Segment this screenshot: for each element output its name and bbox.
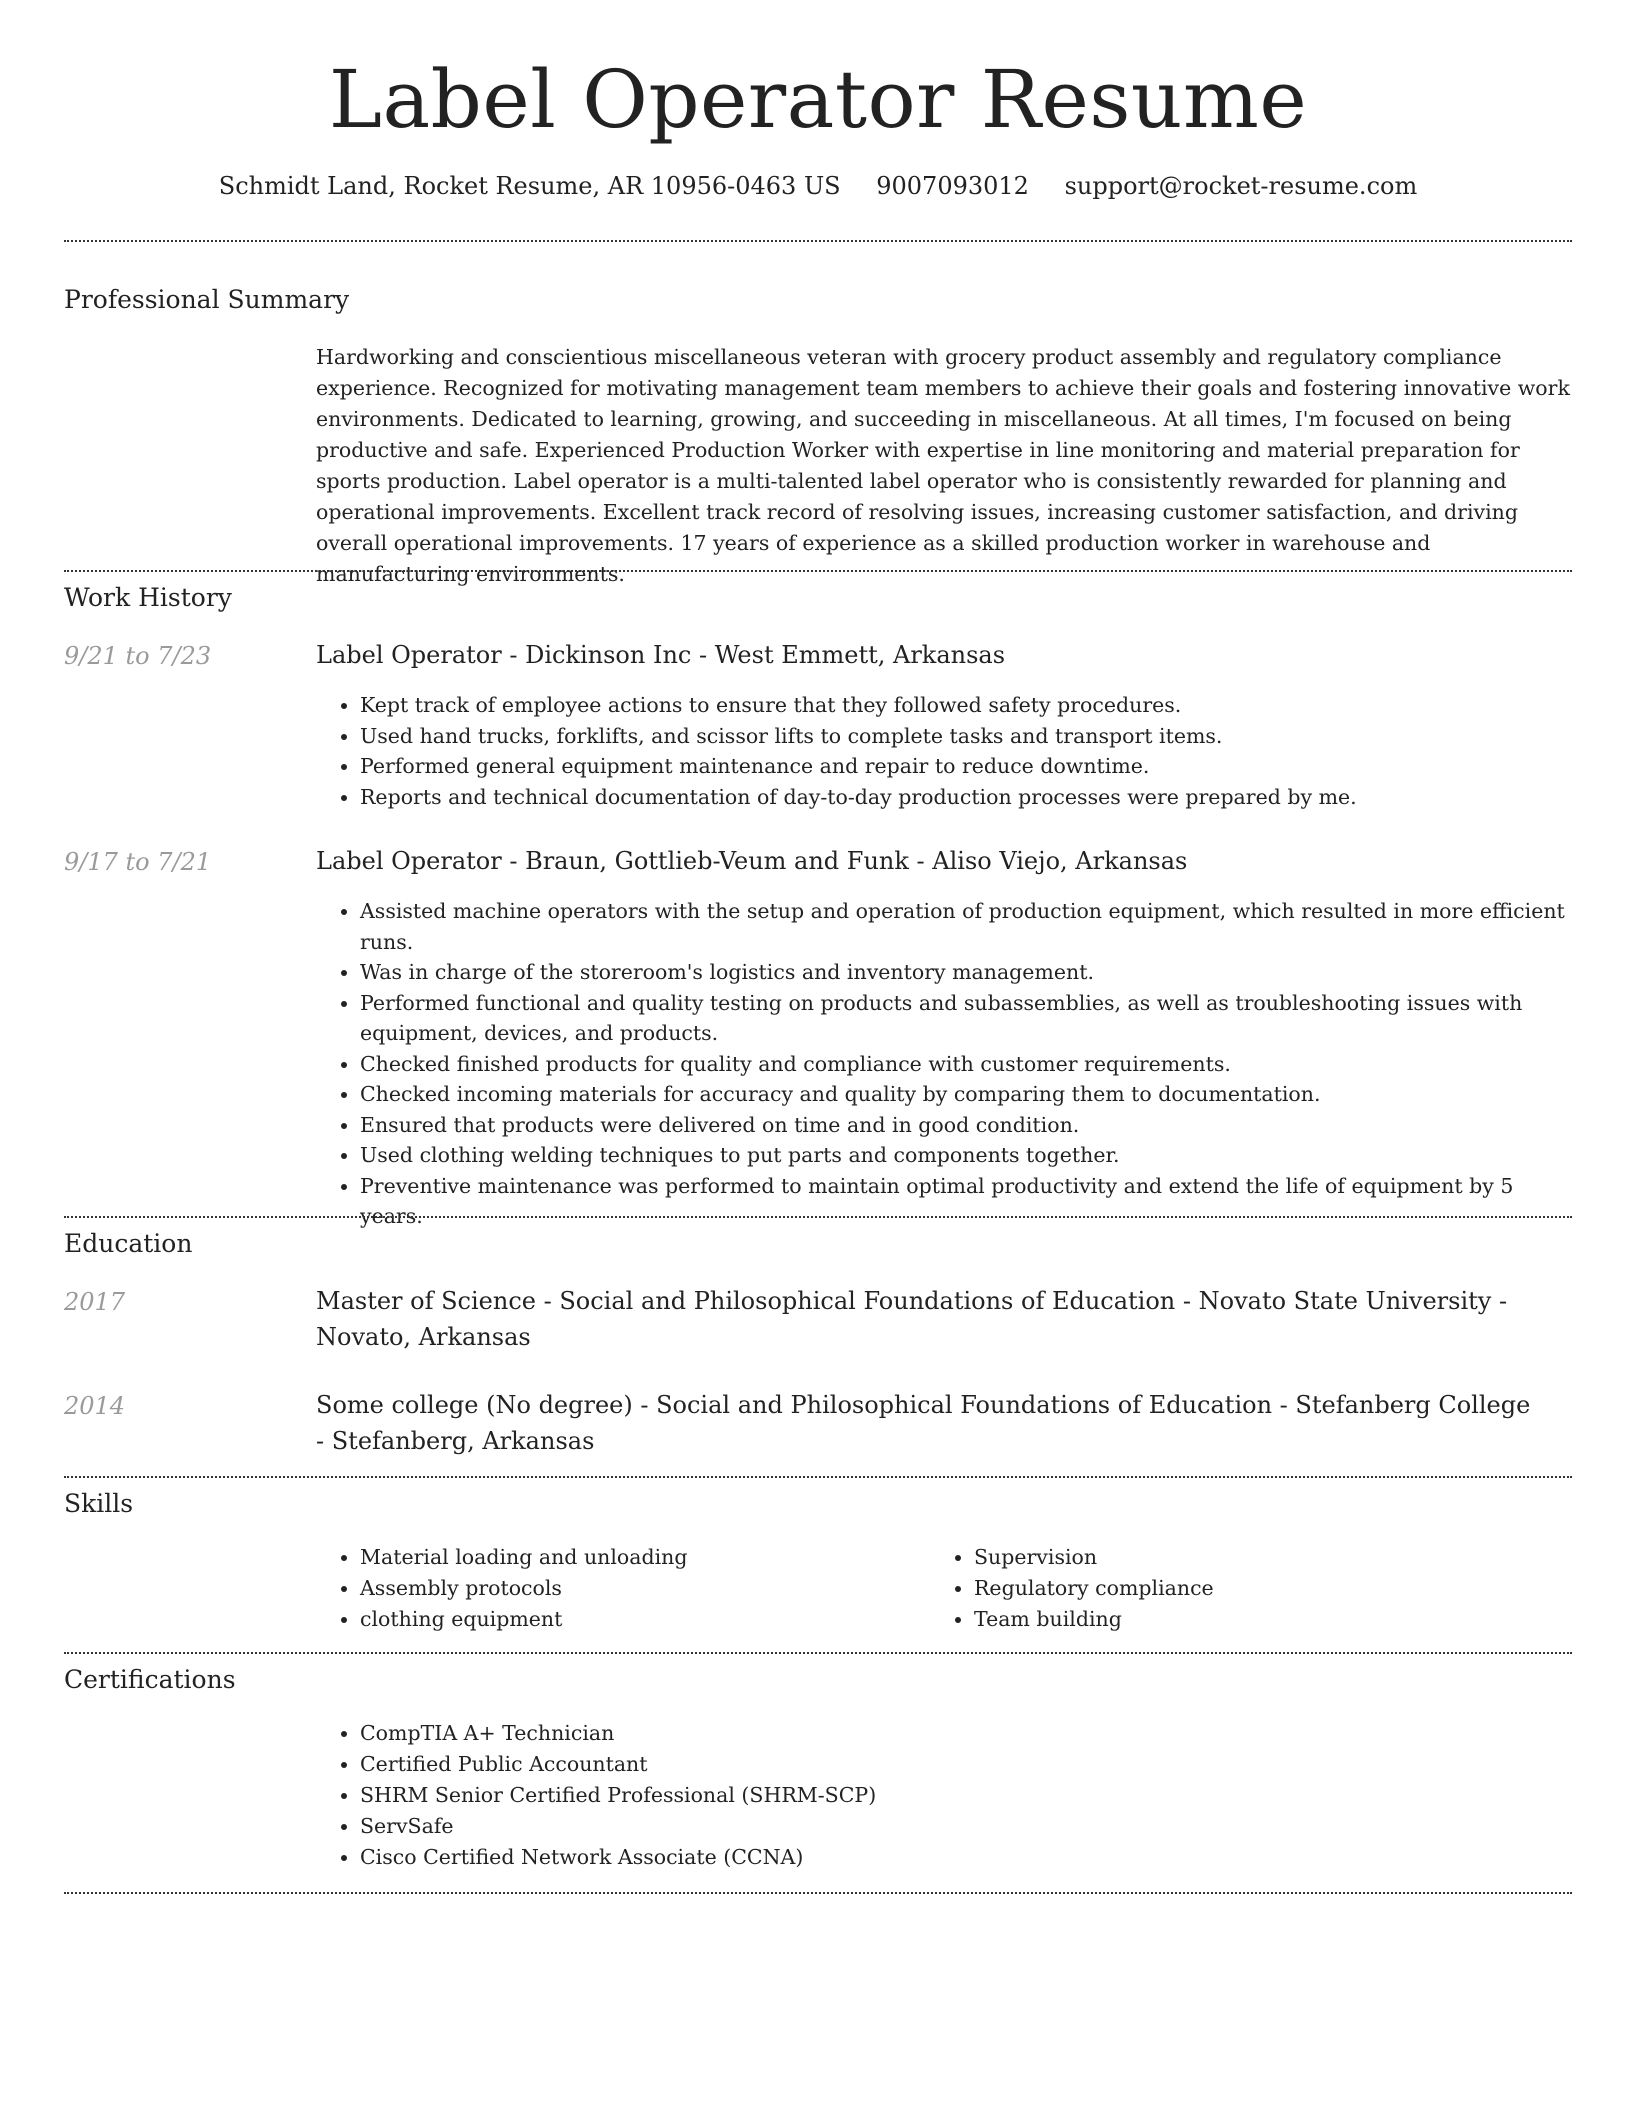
list-item: • Cisco Certified Network Associate (CCNA) (360, 1842, 1316, 1873)
contact-phone: 9007093012 (876, 172, 1029, 200)
divider (64, 1476, 1572, 1478)
list-item: • Assisted machine operators with the setup and operation of production equipment, which resulted in more efficient runs. (360, 896, 1572, 957)
list-item: • Performed functional and quality testing on products and subassemblies, as well as troubleshooting issues with equipment, devices, and products. (360, 988, 1572, 1049)
job-heading: Label Operator - Dickinson Inc - West Emmett, Arkansas (316, 641, 1006, 669)
section-title-skills: Skills (64, 1489, 134, 1518)
list-item: • CompTIA A+ Technician (360, 1718, 1316, 1749)
divider (64, 1652, 1572, 1654)
education-year: 2014 (64, 1392, 126, 1420)
list-item: • Team building (974, 1604, 1530, 1635)
list-item: • Supervision (974, 1542, 1530, 1573)
section-title-education: Education (64, 1229, 193, 1258)
list-item: • Certified Public Accountant (360, 1749, 1316, 1780)
skills-list-left (316, 1542, 916, 1635)
job-bullets (316, 690, 1572, 812)
education-degree: Master of Science - Social and Philosophical Foundations of Education (316, 1287, 1176, 1315)
list-item: • Assembly protocols (360, 1573, 916, 1604)
education-school: - Novato State University - Novato, Arkansas (316, 1287, 1508, 1351)
job-dates: 9/17 to 7/21 (64, 848, 212, 876)
section-title-certifications: Certifications (64, 1665, 236, 1694)
list-item: • Performed general equipment maintenance and repair to reduce downtime. (360, 751, 1572, 782)
list-item: • Regulatory compliance (974, 1573, 1530, 1604)
list-item: • Was in charge of the storeroom's logistics and inventory management. (360, 957, 1572, 988)
divider (64, 240, 1572, 242)
divider (64, 570, 1572, 572)
education-year: 2017 (64, 1288, 126, 1316)
contact-line (64, 170, 1572, 202)
job-bullets (316, 896, 1572, 1232)
list-item: • Ensured that products were delivered on time and in good condition. (360, 1110, 1572, 1141)
list-item: • Used clothing welding techniques to put parts and components together. (360, 1140, 1572, 1171)
list-item: • Checked incoming materials for accuracy and quality by comparing them to documentation. (360, 1079, 1572, 1110)
summary-text: Hardworking and conscientious miscellaneous veteran with grocery product assembly and regulatory compliance experience. Recognized for motivating management team members to achieve their goals and fostering innovative work environments. Dedicated to learning, growing, and succeeding in miscellaneous. At all times, I'm focused on being productive and safe. Experienced Production Worker with expertise in line monitoring and material preparation for sports production. Label operator is a multi-talented label operator who is consistently rewarded for planning and operational improvements. Excellent track record of resolving issues, increasing customer satisfaction, and driving overall operational improvements. 17 years of experience as a skilled production worker in warehouse and manufacturing environments. (316, 345, 1570, 586)
certifications-list (316, 1718, 1316, 1873)
list-item: • Checked finished products for quality and compliance with customer requirements. (360, 1049, 1572, 1080)
education-entry (316, 1387, 1546, 1459)
job-heading: Label Operator - Braun, Gottlieb-Veum and Funk - Aliso Viejo, Arkansas (316, 847, 1188, 875)
contact-address: Schmidt Land, Rocket Resume, AR 10956-0463 US (218, 172, 841, 200)
skills-list-right (930, 1542, 1530, 1635)
list-item: • ServSafe (360, 1811, 1316, 1842)
education-entry (316, 1283, 1546, 1355)
job-dates: 9/21 to 7/23 (64, 642, 212, 670)
list-item: • Preventive maintenance was performed to maintain optimal productivity and extend the life of equipment by 5 years. (360, 1171, 1572, 1232)
education-school: - Stefanberg College - Stefanberg, Arkansas (316, 1391, 1531, 1455)
list-item: • Kept track of employee actions to ensure that they followed safety procedures. (360, 690, 1572, 721)
education-degree: Some college (No degree) - Social and Philosophical Foundations of Education (316, 1391, 1273, 1419)
list-item: • Used hand trucks, forklifts, and scissor lifts to complete tasks and transport items. (360, 721, 1572, 752)
section-title-work: Work History (64, 583, 232, 612)
resume-title: Label Operator Resume (328, 53, 1308, 146)
list-item: • Material loading and unloading (360, 1542, 916, 1573)
contact-email: support@rocket-resume.com (1064, 172, 1418, 200)
list-item: • Reports and technical documentation of day-to-day production processes were prepared by me. (360, 782, 1572, 813)
divider (64, 1216, 1572, 1218)
list-item: • SHRM Senior Certified Professional (SHRM-SCP) (360, 1780, 1316, 1811)
section-title-summary: Professional Summary (64, 285, 350, 314)
divider (64, 1892, 1572, 1894)
list-item: • clothing equipment (360, 1604, 916, 1635)
